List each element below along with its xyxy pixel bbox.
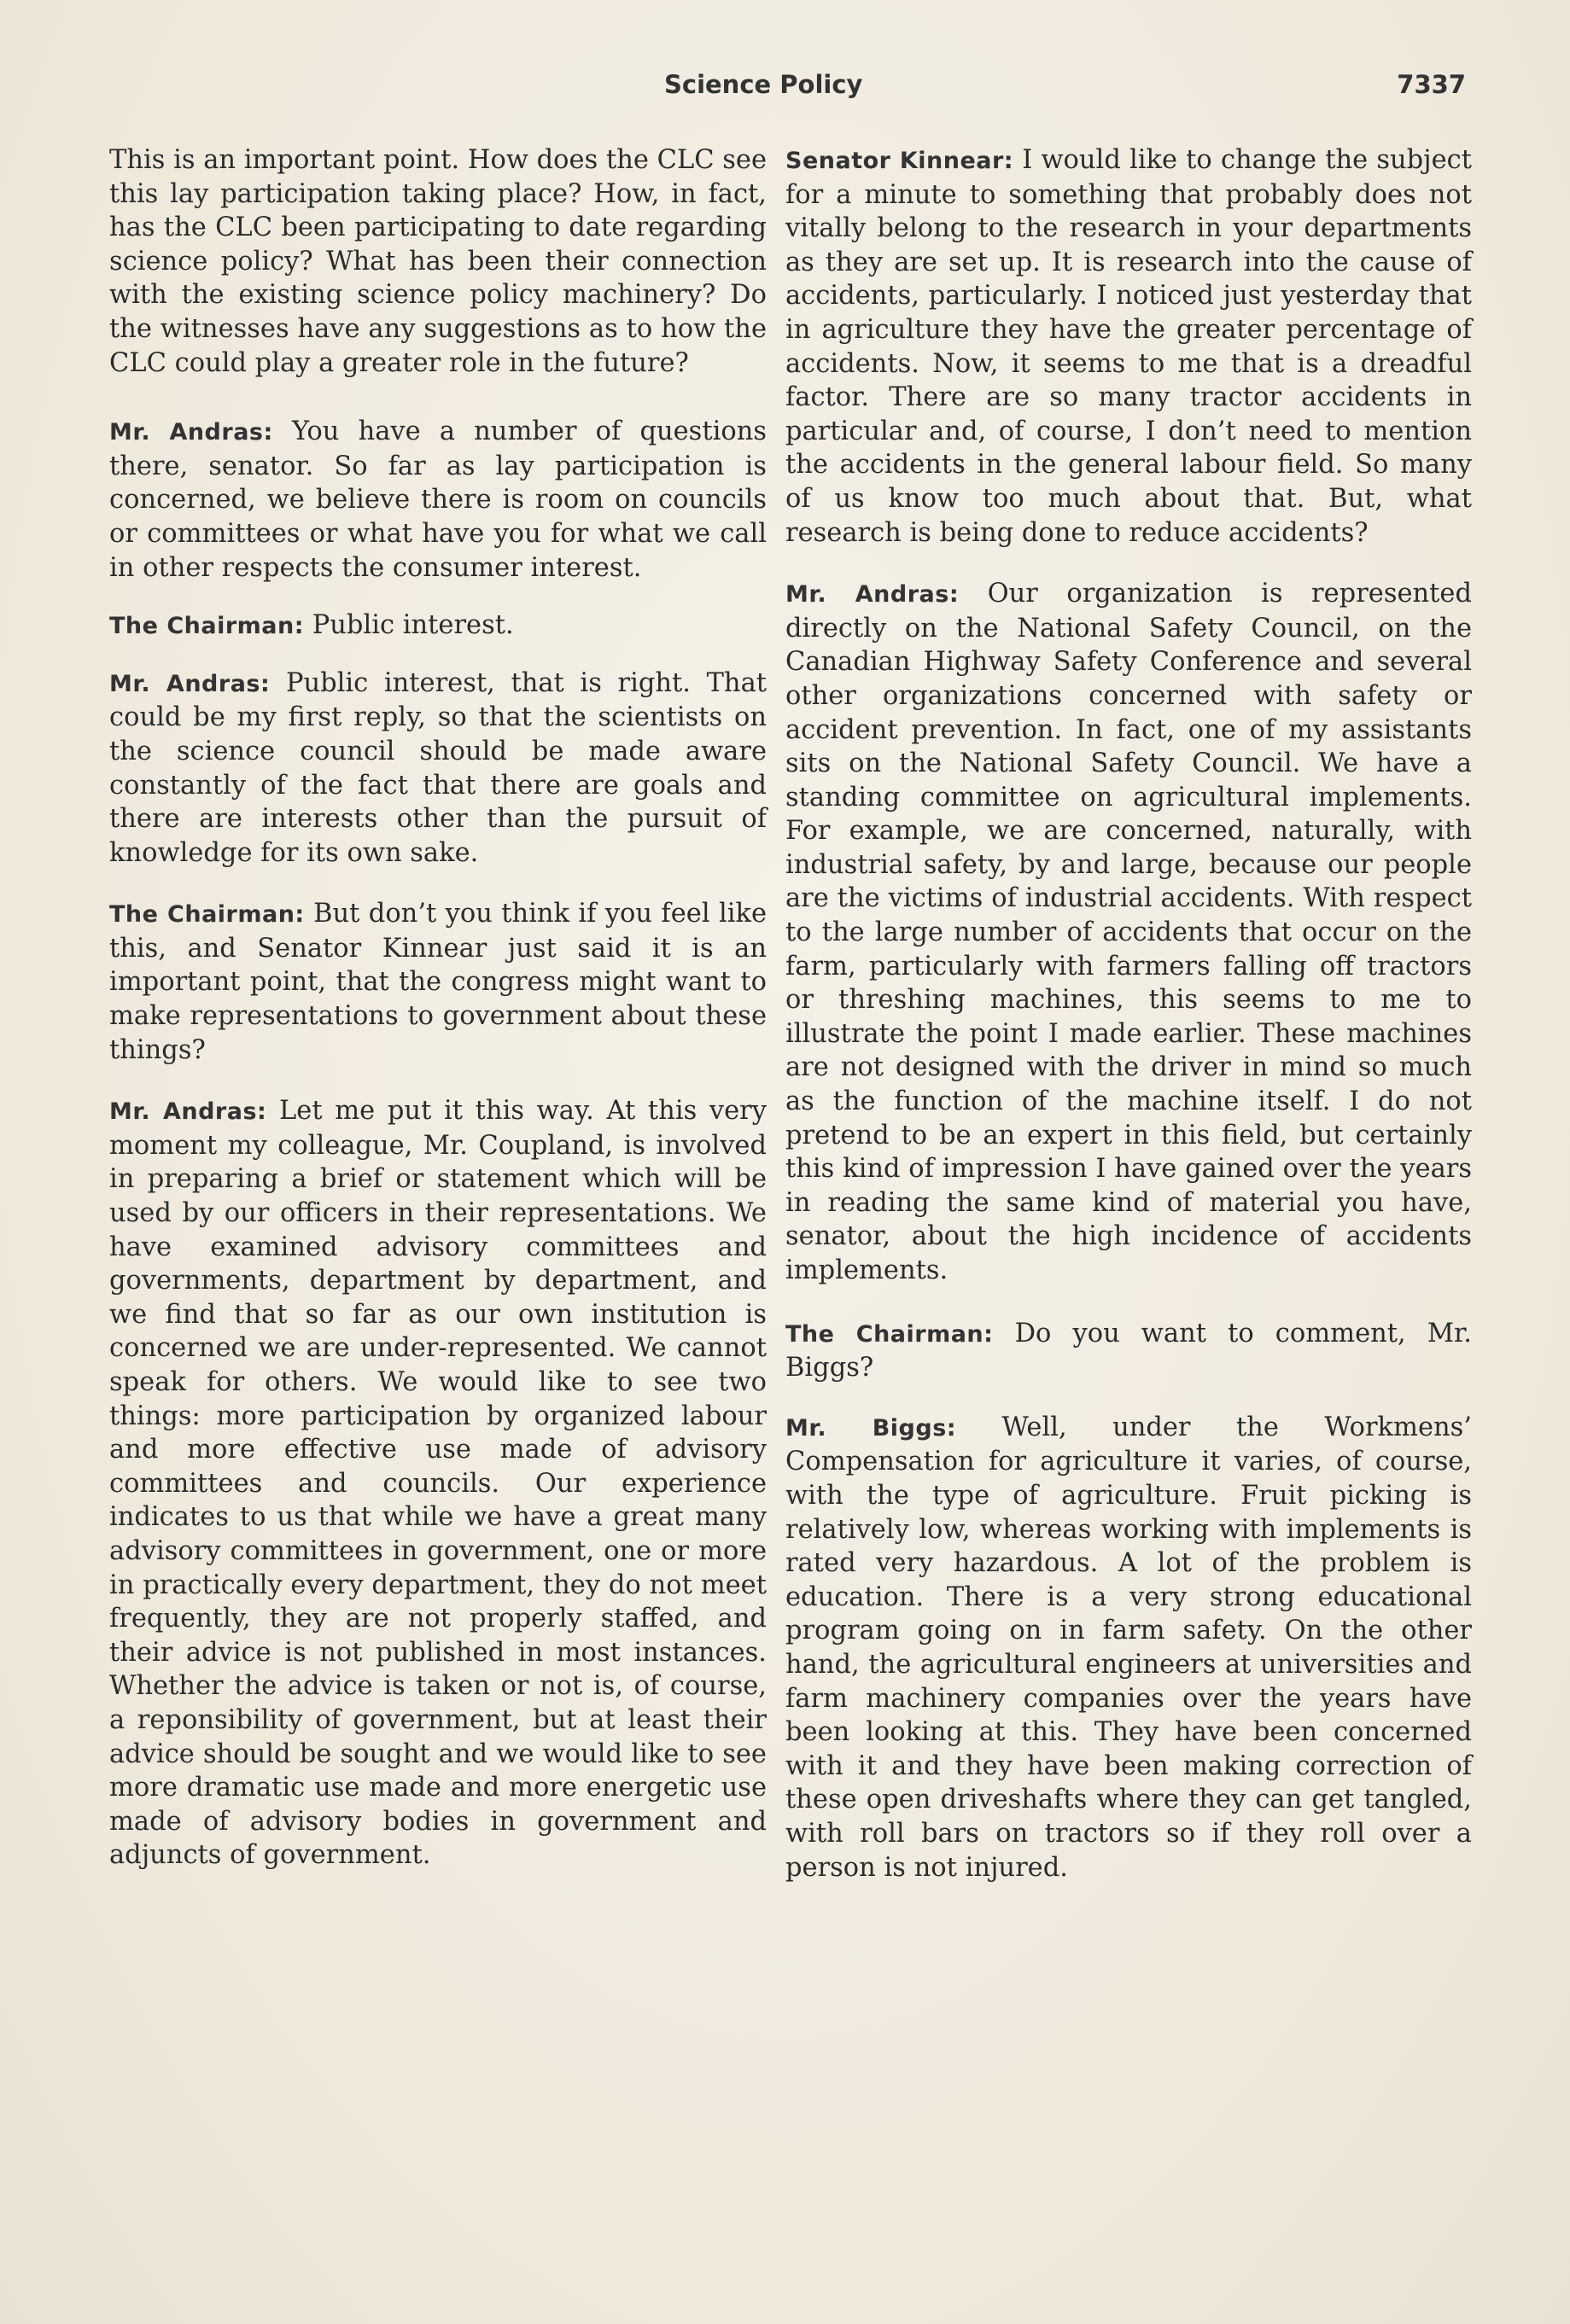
speaker-name: Mr. Andras: [785,581,960,609]
paragraph-text: I would like to change the subject for a minute to something that probably does not vitally belong to the research in your departments as they are set up. It is research into the cause of accidents, particularly. I noticed just yesterday that in agriculture they have the greater percentage of accidents. Now, it seems to me that is a dreadful factor. There are so many tractor accidents in particular and, of course, I don’t need to mention the accidents in the general labour field. So many of us know too much about that. But, what research is being done to reduce accidents? [785,145,1472,548]
paragraph-text: Let me put it this way. At this very moment my colleague, Mr. Coupland, is involved in preparing a brief or statement which will be used by our officers in their representations. We have examined advisory committees and governments, department by department, and we find that so far as our own institution is concerned we are under-represented. We cannot speak for others. We would like to see two things: more participation by organized labour and more effective use made of advisory committees and councils. Our experience indicates to us that while we have a great many advisory committees in government, one or more in practically every department, they do not meet frequently, they are not properly staffed, and their advice is not published in most instances. Whether the advice is taken or not is, of course, a reponsibility of government, but at least their advice should be sought and we would like to see more dramatic use made and more energetic use made of advisory bodies in government and adjuncts of government. [109,1096,767,1871]
paragraph-text: Do you want to comment, Mr. Biggs? [785,1318,1472,1383]
paragraph [109,609,767,644]
paragraph [785,577,1472,1287]
paragraph-text: But don’t you think if you feel like this, and Senator Kinnear just said it is an important point, that the congress might want to make representations to government about these things? [109,899,767,1065]
paragraph [785,143,1472,550]
speaker-name: The Chairman: [109,613,305,640]
paragraph [109,143,767,380]
right-column [785,143,1472,1909]
running-header [0,70,1570,109]
paragraph [785,1411,1472,1884]
page-number: 7337 [1397,70,1466,99]
left-column [109,143,767,1897]
paragraph [109,667,767,871]
speaker-name: The Chairman: [785,1320,994,1348]
paragraph [109,1094,767,1873]
paragraph-text: Well, under the Workmens’ Compensation for agriculture it varies, of course, with the type of agriculture. Fruit picking is relatively low, whereas working with implements is rated very hazardous. A lot of the problem is education. There is a very strong educational program going on in farm safety. On the other hand, the agricultural engineers at universities and farm machinery companies over the years have been looking at this. They have been concerned with it and they have been making correction of these open driveshafts where they can get tangled, with roll bars on tractors so if they roll over a person is not injured. [785,1412,1472,1883]
speaker-name: The Chairman: [109,901,305,929]
speaker-name: Mr. Andras: [109,670,271,697]
paragraph-text: Public interest. [312,610,514,641]
speaker-name: Mr. Andras: [109,419,273,446]
paragraph [109,415,767,585]
paragraph-text: Our organization is represented directly on the National Safety Council, on the Canadian Highway Safety Conference and several other organizations concerned with safety or accident prevention. In fact, one of my assistants sits on the National Safety Council. We have a standing committee on agricultural implements. For example, we are concerned, naturally, with industrial safety, by and large, because our people are the victims of industrial accidents. With respect to the large number of accidents that occur on the farm, particularly with farmers falling off tractors or threshing machines, this seems to me to illustrate the point I made earlier. These machines are not designed with the driver in mind so much as the function of the machine itself. I do not pretend to be an expert in this field, but certainly this kind of impression I have gained over the years in reading the same kind of material you have, senator, about the high incidence of accidents implements. [785,579,1473,1285]
paragraph-text: This is an important point. How does the CLC see this lay participation taking place? How, in fact, has the CLC been participating to date regarding science policy? What has been their connection with the existing science policy machinery? Do the witnesses have any suggestions as to how the CLC could play a greater role in the future? [109,145,767,378]
running-title: Science Policy [664,70,863,99]
speaker-name: Mr. Biggs: [785,1414,957,1442]
paragraph-text: You have a number of questions there, senator. So far as lay participation is concerned, we believe there is room on councils or committees or what have you for what we call in other respects the consumer interest. [109,416,767,583]
paragraph-text: Public interest, that is right. That could be my first reply, so that the scientists on the science council should be made aware constantly of the fact that there are goals and there are interests other than the pursuit of knowledge for its own sake. [109,667,767,868]
speaker-name: Senator Kinnear: [785,148,1014,174]
paragraph [785,1317,1472,1385]
paragraph [109,897,767,1067]
speaker-name: Mr. Andras: [109,1098,267,1126]
